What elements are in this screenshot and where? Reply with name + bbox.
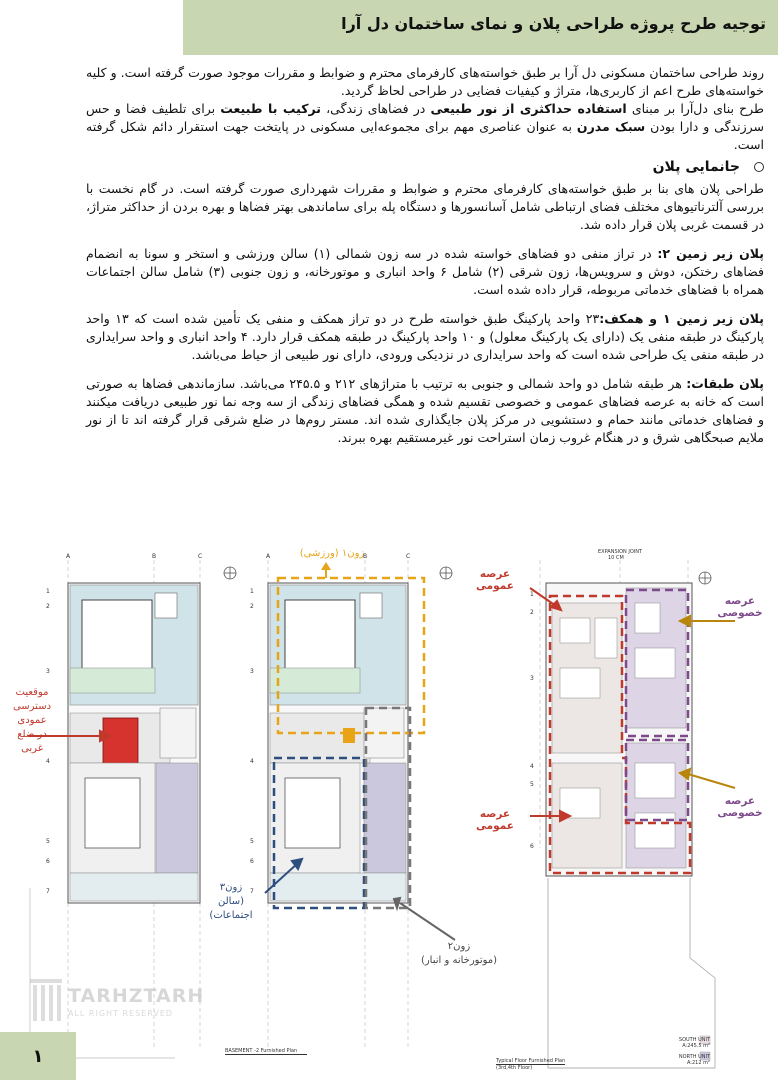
bullet-circle-icon bbox=[754, 162, 764, 172]
legend-north: NORTH UNIT A:212 m² bbox=[678, 1054, 710, 1066]
private-zone-label-1: عرصه خصوصی bbox=[717, 595, 763, 619]
basement1-paragraph: پلان زیر زمین ۱ و همکف:۲۳ واحد پارکینگ طبق خواسته طرح در دو تراز همکف و منفی یک تأمین شده است که ۱۳ واحد پارکینگ در طبقه منفی یک (دارای یک پارکینگ معلول) و ۱۰ واحد پارکینگ در طبقه همکف قرار دارد. ۴ واحد انباری و واحد سرایداری در طبقه منفی یک طراحی شده است که واحد سرایداری در نزدیکی ورودی، دارای نور طبیعی از حیاط می‌باشد. bbox=[86, 311, 764, 362]
svg-text:3: 3 bbox=[530, 675, 534, 682]
svg-text:7: 7 bbox=[250, 888, 254, 895]
intro-paragraph-1: روند طراحی ساختمان مسکونی دل آرا بر طبق خواسته‌های کارفرمای محترم و ضوابط و مقررات موجود صورت گرفته است. و کلیه خواسته‌های طرح اعم از کاربری‌ها، متراژ و کیفیات فضایی در طراحی لحاظ گردید. bbox=[86, 65, 764, 98]
svg-text:4: 4 bbox=[530, 763, 534, 770]
svg-text:4: 4 bbox=[46, 758, 50, 765]
plans-figure bbox=[0, 548, 778, 1080]
typical-caption: Typical Floor Furnished Plan (3rd,4th Floor) bbox=[496, 1058, 566, 1071]
basement2-paragraph: پلان زیر زمین ۲: در تراز منفی دو فضاهای خواسته شده در سه زون شمالی (۱) سالن ورزشی و استخر و سونا به انضمام فضاهای رختکن، دوش و سرویس‌ها، زون شرقی (۲) شامل ۶ واحد انباری و موتورخانه، و زون جنوبی (۳) شامل سالن اجتماعات همراه با فضاهای خدماتی مربوطه، قرار داده شده است. bbox=[86, 246, 764, 297]
logo-subtext: ALL RIGHT RESERVED bbox=[68, 1009, 174, 1018]
svg-text:B: B bbox=[152, 553, 157, 560]
svg-text:A: A bbox=[66, 553, 71, 560]
svg-text:1: 1 bbox=[530, 591, 534, 598]
page-title: توجیه طرح پروژه طراحی پلان و نمای ساختمان دل آرا bbox=[341, 14, 766, 33]
zone2-label: زون۲ (موتورخانه و انبار) bbox=[420, 941, 498, 966]
svg-text:5: 5 bbox=[530, 781, 534, 788]
svg-text:1: 1 bbox=[46, 588, 50, 595]
main-content bbox=[86, 64, 764, 447]
svg-text:7: 7 bbox=[46, 888, 50, 895]
svg-text:A: A bbox=[266, 553, 271, 560]
typical-plan-right bbox=[546, 583, 692, 876]
svg-text:3: 3 bbox=[46, 668, 50, 675]
svg-text:B: B bbox=[363, 553, 368, 560]
svg-text:6: 6 bbox=[46, 858, 50, 865]
svg-text:C: C bbox=[406, 553, 411, 560]
svg-text:4: 4 bbox=[250, 758, 254, 765]
svg-text:6: 6 bbox=[250, 858, 254, 865]
logo-text: TARHZTARH bbox=[68, 985, 205, 1007]
svg-text:5: 5 bbox=[46, 838, 50, 845]
svg-text:3: 3 bbox=[250, 668, 254, 675]
section-heading: جانمایی پلان bbox=[86, 158, 764, 176]
public-zone-label-1: عرصه عمومی bbox=[476, 568, 514, 592]
svg-text:2: 2 bbox=[530, 609, 534, 616]
svg-text:5: 5 bbox=[250, 838, 254, 845]
intro-paragraph-2: طرح بنای دل‌آرا بر مبنای استفاده حداکثری از نور طبیعی در فضاهای زندگی، ترکیب با طبیعت برای تلطیف فضا و حس سرزندگی و دارا بودن سبک مدرن به عنوان عناصری مهم برای مجموعه‌ایی مسکونی در پایتخت جهت استقرار دائم شکل گرفته است. bbox=[86, 101, 764, 152]
plan-layout-paragraph: طراحی پلان های بنا بر طبق خواسته‌های کارفرمای محترم و ضوابط و مقررات شهرداری صورت گرفته است. در گام نخست با بررسی آلترناتیوهای مختلف فضای ارتباطی شامل آسانسورها و دستگاه پله برای ساماندهی بهتر فضاها و بهره بردن از حداکثر متراژ، در قسمت غربی پلان قرار داده شد. bbox=[86, 181, 764, 232]
svg-text:2: 2 bbox=[46, 603, 50, 610]
private-zone-label-2: عرصه خصوصی bbox=[717, 795, 763, 819]
svg-text:2: 2 bbox=[250, 603, 254, 610]
site-lines bbox=[30, 878, 715, 1068]
expansion-joint-label: EXPANSION JOINT 10 CM bbox=[598, 549, 643, 561]
svg-text:1: 1 bbox=[250, 588, 254, 595]
svg-text:6: 6 bbox=[530, 843, 534, 850]
svg-text:C: C bbox=[198, 553, 203, 560]
basement-plan-middle bbox=[268, 562, 424, 908]
legend-south: SOUTH UNIT A:245.5 m² bbox=[678, 1037, 710, 1049]
left-access-note: موقعیت دسترسی عمودی در ضلع غربی bbox=[12, 687, 52, 754]
page-number: ۱ bbox=[0, 1032, 76, 1080]
basement-caption: BASEMENT -2 Furnished Plan bbox=[225, 1048, 307, 1055]
basement-plan-left bbox=[68, 583, 200, 903]
zone3-label: زون۳ (سالن اجتماعات) bbox=[209, 882, 253, 921]
logo-columns-icon bbox=[28, 975, 64, 1025]
watermark-logo bbox=[28, 975, 205, 1035]
public-zone-label-2: عرصه عمومی bbox=[476, 808, 514, 832]
zone1-label: زون۱ (ورزشی) bbox=[299, 548, 365, 559]
floors-paragraph: پلان طبقات: هر طبقه شامل دو واحد شمالی و جنوبی به ترتیب با متراژهای ۲۱۲ و ۲۴۵.۵ می‌باشد. سازماندهی فضاها به صورتی است که خانه به عرصه فضاهای عمومی و خصوصی تقسیم شده و همگی فضاهای زندگی از سه وجه نما نور طبیعی دریافت میکنند و فضاهای خدماتی مانند حمام و دستشویی در مرکز پلان جایگذاری شده اند. مستر روم‌ها در ضلع شرقی قرار گرفته اند تا از نور ملایم صبحگاهی شرق و در هنگام غروب زمان استراحت نور غیرمستقیم بهره ببرند. bbox=[86, 376, 764, 445]
page-header bbox=[183, 0, 778, 55]
